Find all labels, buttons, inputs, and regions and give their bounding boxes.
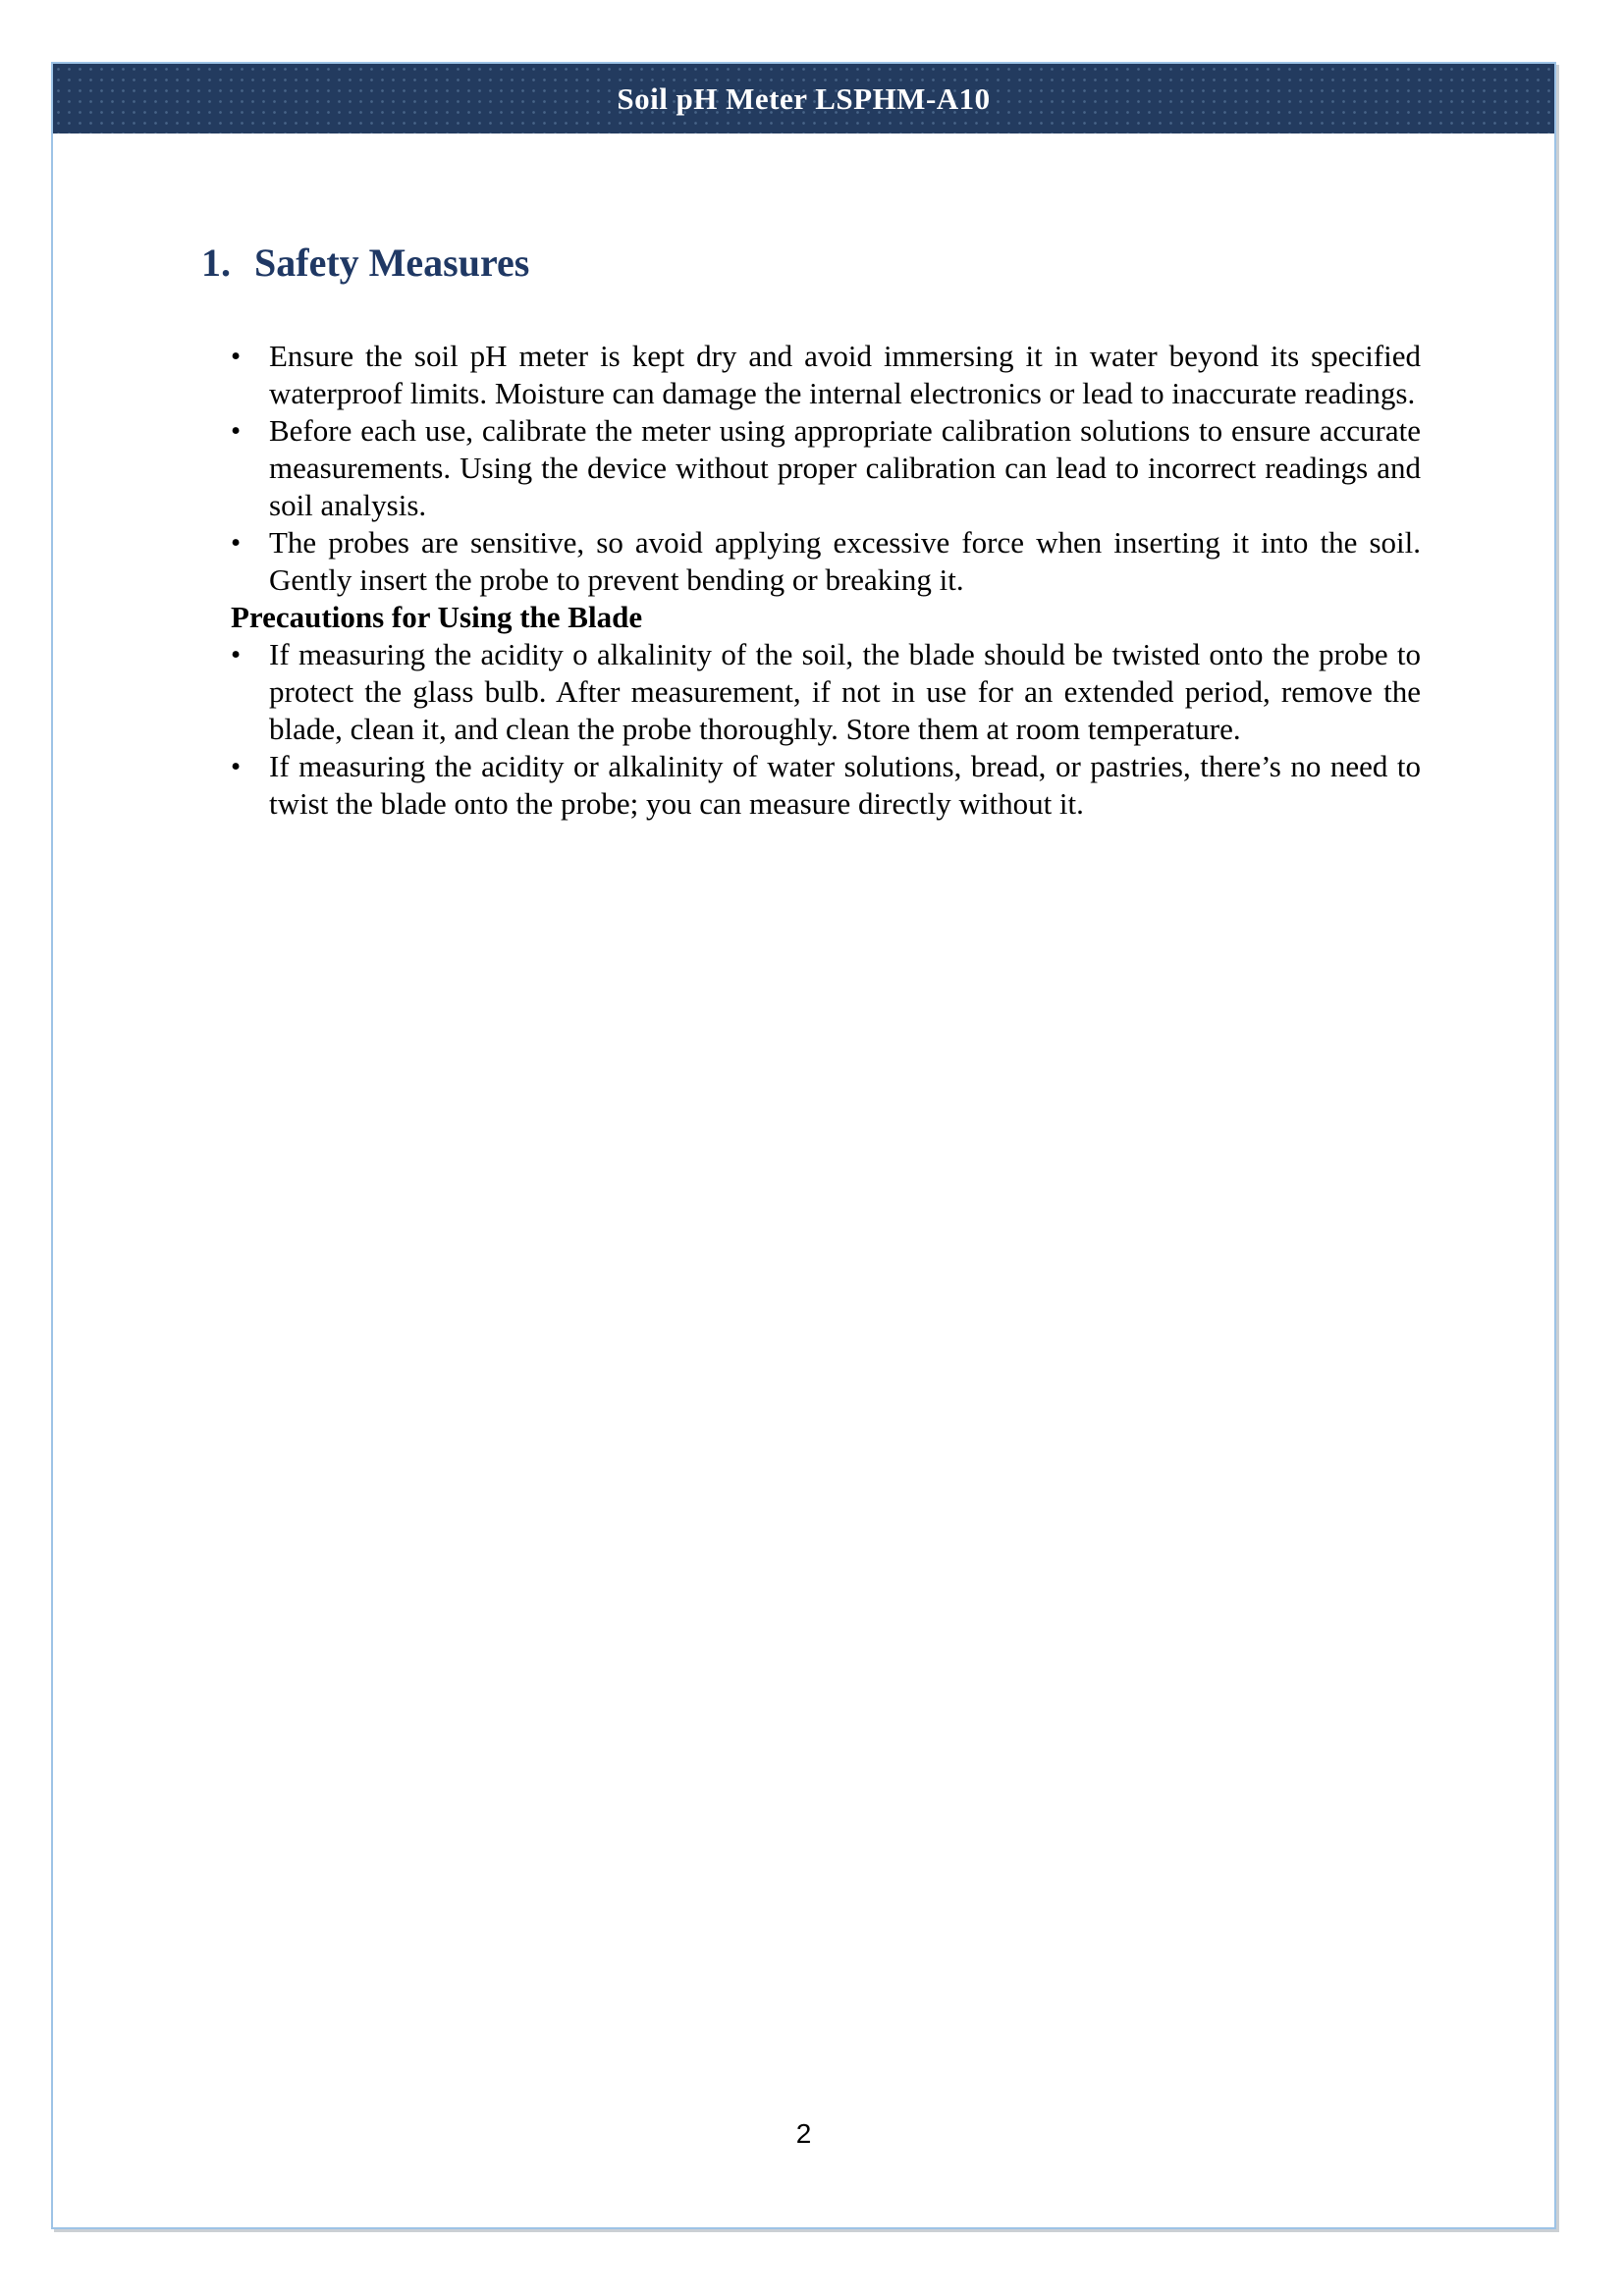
page-number: 2 bbox=[795, 2118, 812, 2149]
list-item bbox=[231, 338, 1421, 412]
bullet-text: If measuring the acidity o alkalinity of the soil, the blade should be twisted onto the probe to protect the glass bulb. After measurement, if not in use for an extended period, remove the blade, clean it, and clean the probe thoroughly. Store them at room temperature. bbox=[269, 637, 1421, 746]
section-heading bbox=[201, 240, 1554, 287]
bullet-icon: • bbox=[231, 639, 242, 670]
bullet-icon: • bbox=[231, 341, 242, 372]
blade-bullet-list bbox=[231, 636, 1421, 823]
list-item bbox=[231, 412, 1421, 524]
safety-bullet-list bbox=[231, 338, 1421, 599]
document-header bbox=[53, 64, 1554, 133]
page-frame bbox=[51, 62, 1556, 2229]
bullet-text: If measuring the acidity or alkalinity of water solutions, bread, or pastries, there’s no need to twist the blade onto the probe; you can measure directly without it. bbox=[269, 749, 1421, 821]
section-number: 1. bbox=[201, 240, 231, 285]
blade-precautions-subheading: Precautions for Using the Blade bbox=[231, 600, 643, 634]
bullet-text: The probes are sensitive, so avoid applying excessive force when inserting it into the soil. Gently insert the probe to prevent bending or breaking it. bbox=[269, 525, 1421, 597]
bullet-icon: • bbox=[231, 751, 242, 782]
list-item bbox=[231, 524, 1421, 599]
section-title: Safety Measures bbox=[254, 240, 530, 285]
list-item bbox=[231, 748, 1421, 823]
bullet-text: Before each use, calibrate the meter using appropriate calibration solutions to ensure accurate measurements. Using the device without proper calibration can lead to incorrect readings and soil analysis. bbox=[269, 413, 1421, 522]
bullet-icon: • bbox=[231, 415, 242, 447]
list-item bbox=[231, 636, 1421, 748]
document-title: Soil pH Meter LSPHM-A10 bbox=[617, 80, 991, 116]
bullet-text: Ensure the soil pH meter is kept dry and avoid immersing it in water beyond its specified waterproof limits. Moisture can damage the internal electronics or lead to inaccurate readings. bbox=[269, 339, 1421, 410]
page-content bbox=[53, 133, 1554, 823]
bullet-icon: • bbox=[231, 527, 242, 559]
